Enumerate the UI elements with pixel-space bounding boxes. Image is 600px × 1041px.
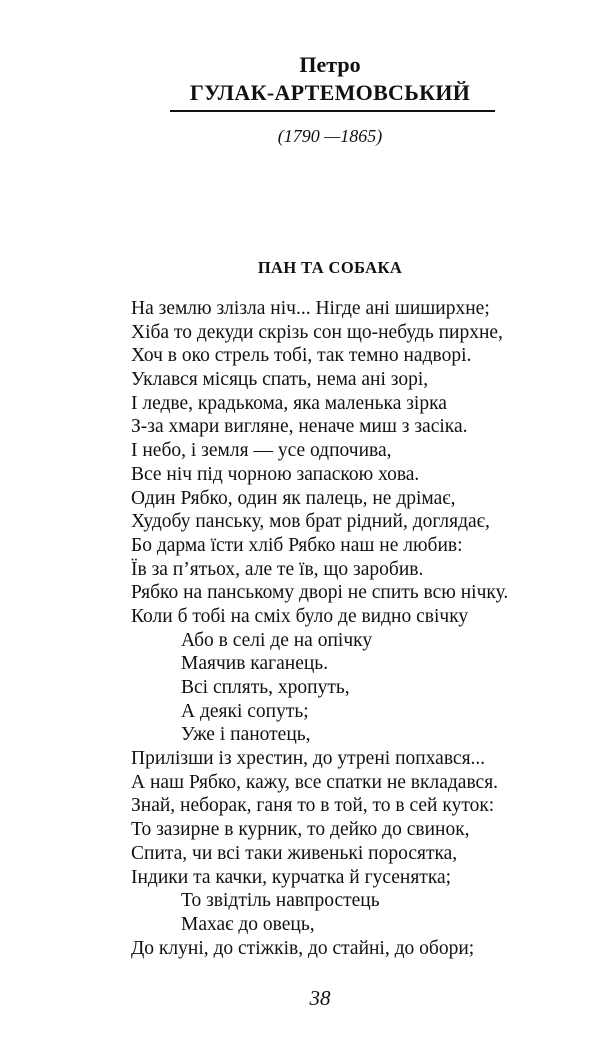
poem-line: Їв за п’ятьох, але те їв, що заробив. [131,558,424,580]
poem-line: На землю злізла ніч... Нігде ані шиширхне; [131,298,490,319]
poem-line: З-за хмари вигляне, неначе миш з засіка. [131,416,468,438]
poem-line: Прилізши із хрестин, до утрені попхався... [131,748,486,770]
poem-line: Хіба то декуди скрізь сон що-небудь пирхне, [131,321,503,343]
poem-line: Уже і панотець, [181,724,311,746]
author-years: (1790 —1865) [277,126,383,146]
poem-line: Все ніч під чорною запаскою хова. [131,463,420,485]
title-underline [170,110,495,112]
poem-line: Знай, неборак, ганя то в той, то в сей куток: [131,795,495,817]
poem-line: Хоч в око стрель тобі, так темно надворі. [131,345,472,367]
poem-line: То зазирне в курник, то дейко до свинок, [131,819,470,841]
poem-line: Один Рябко, один як палець, не дрімає, [131,487,456,509]
poem-line: То звідтіль навпростець [181,890,380,912]
poem-line: І небо, і земля — усе одпочива, [131,440,392,462]
poem-line: До клуні, до стіжків, до стайні, до обори; [131,937,475,959]
author-last-name: ГУЛАК-АРТЕМОВСЬКИЙ [189,80,471,105]
page-number: 38 [309,986,331,1010]
poem-line: Індики та качки, курчатка й гусенятка; [131,866,452,888]
poem-line: Спита, чи всі таки живенькі поросятка, [131,842,458,864]
poem-line: Худобу панську, мов брат рідний, доглядає, [131,511,490,533]
poem-line: А наш Рябко, кажу, все спатки не вкладався. [131,771,499,793]
poem-title: ПАН ТА СОБАКА [257,258,403,277]
poem-body [131,297,591,960]
poem-line: Маячив каганець. [181,653,329,675]
poem-line: А деякі сопуть; [181,700,309,722]
poem-line: Уклався місяць спать, нема ані зорі, [131,369,429,391]
poem-line: Бо дарма їсти хліб Рябко наш не любив: [131,534,463,556]
poem-line: Або в селі де на опічку [181,629,373,651]
poem-line: Коли б тобі на сміх було де видно свічку [131,605,469,627]
poem-line: І ледве, крадькома, яка маленька зірка [131,392,447,414]
poem-line: Рябко на панському дворі не спить всю нічку. [131,582,509,604]
poem-line: Махає до овець, [181,913,315,935]
poem-line: Всі сплять, хропуть, [181,677,350,698]
author-first-name: Петро [299,52,361,77]
